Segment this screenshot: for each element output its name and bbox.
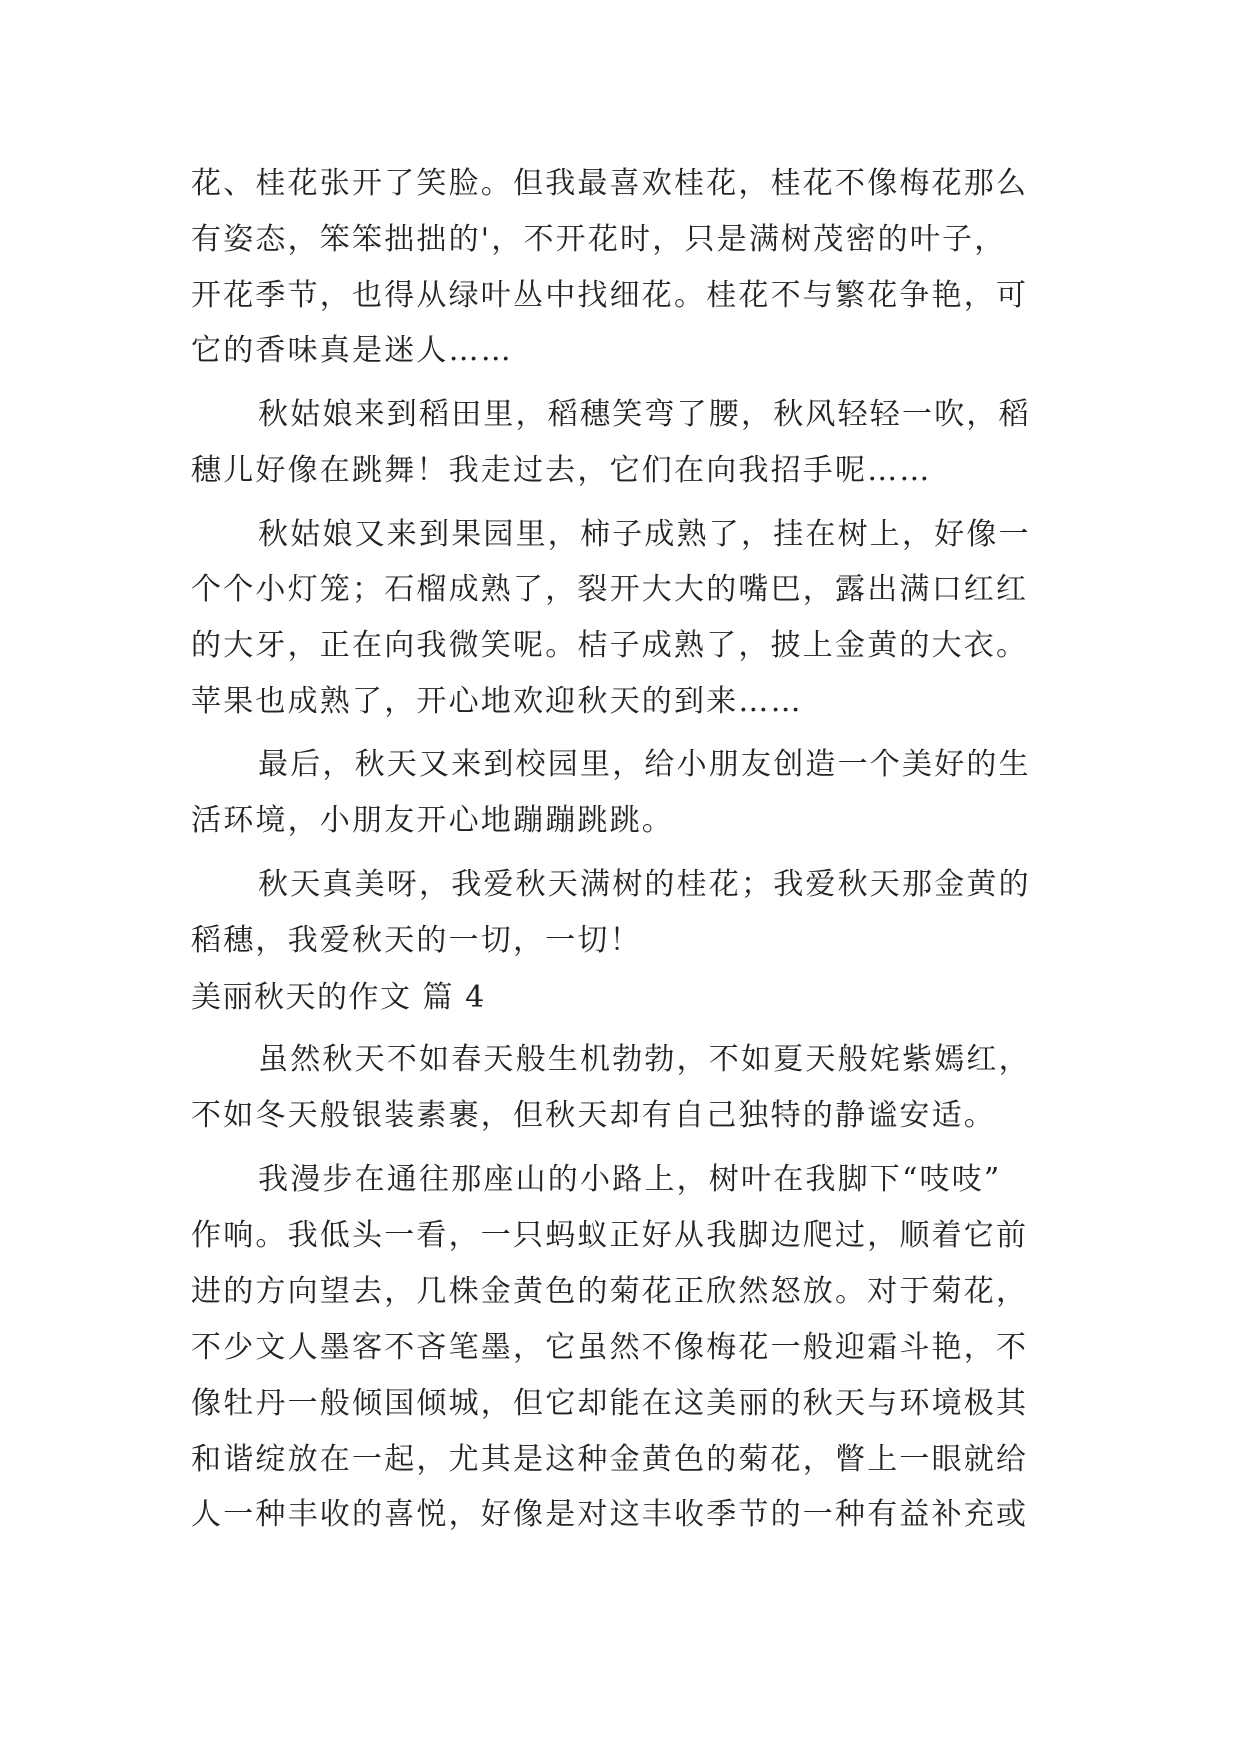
text-line: 活环境，小朋友开心地蹦蹦跳跳。 (191, 803, 674, 838)
text-line: 不少文人墨客不吝笔墨，它虽然不像梅花一般迎霜斗艳，不 (191, 1330, 1029, 1365)
text-line: 的大牙，正在向我微笑呢。桔子成熟了，披上金黄的大衣。 (191, 628, 1029, 663)
text-line: 和谐绽放在一起，尤其是这种金黄色的菊花，瞥上一眼就给 (191, 1442, 1029, 1477)
paragraph-first-line: 最后，秋天又来到校园里，给小朋友创造一个美好的生 (258, 747, 1031, 782)
text-line: 有姿态，笨笨拙拙的'，不开花时，只是满树茂密的叶子， (191, 222, 1007, 257)
paragraph-first-line: 虽然秋天不如春天般生机勃勃，不如夏天般姹紫嫣红， (258, 1042, 1031, 1077)
text-line: 稻穗，我爱秋天的一切，一切！ (191, 923, 642, 958)
text-line: 开花季节，也得从绿叶丛中找细花。桂花不与繁花争艳，可 (191, 278, 1029, 313)
paragraph-first-line: 秋天真美呀，我爱秋天满树的桂花；我爱秋天那金黄的 (258, 867, 1031, 902)
text-line: 花、桂花张开了笑脸。但我最喜欢桂花，桂花不像梅花那么 (191, 166, 1029, 201)
text-line: 苹果也成熟了，开心地欢迎秋天的到来…… (191, 684, 803, 719)
section-heading: 美丽秋天的作文 篇 4 (191, 980, 486, 1015)
text-line: 不如冬天般银装素裹，但秋天却有自己独特的静谧安适。 (191, 1098, 996, 1133)
text-line: 像牡丹一般倾国倾城，但它却能在这美丽的秋天与环境极其 (191, 1386, 1029, 1421)
text-line: 人一种丰收的喜悦，好像是对这丰收季节的一种有益补充或 (191, 1497, 1029, 1532)
paragraph-first-line: 秋姑娘又来到果园里，柿子成熟了，挂在树上，好像一 (258, 517, 1031, 552)
text-line: 它的香味真是迷人…… (191, 333, 513, 368)
text-line: 个个小灯笼；石榴成熟了，裂开大大的嘴巴，露出满口红红 (191, 572, 1029, 607)
paragraph-first-line: 我漫步在通往那座山的小路上，树叶在我脚下“吱吱” (258, 1162, 1002, 1197)
text-line: 作响。我低头一看，一只蚂蚁正好从我脚边爬过，顺着它前 (191, 1218, 1029, 1253)
text-line: 进的方向望去，几株金黄色的菊花正欣然怒放。对于菊花， (191, 1274, 1029, 1309)
paragraph-first-line: 秋姑娘来到稻田里，稻穗笑弯了腰，秋风轻轻一吹，稻 (258, 397, 1031, 432)
text-line: 穗儿好像在跳舞！我走过去，它们在向我招手呢…… (191, 453, 932, 488)
